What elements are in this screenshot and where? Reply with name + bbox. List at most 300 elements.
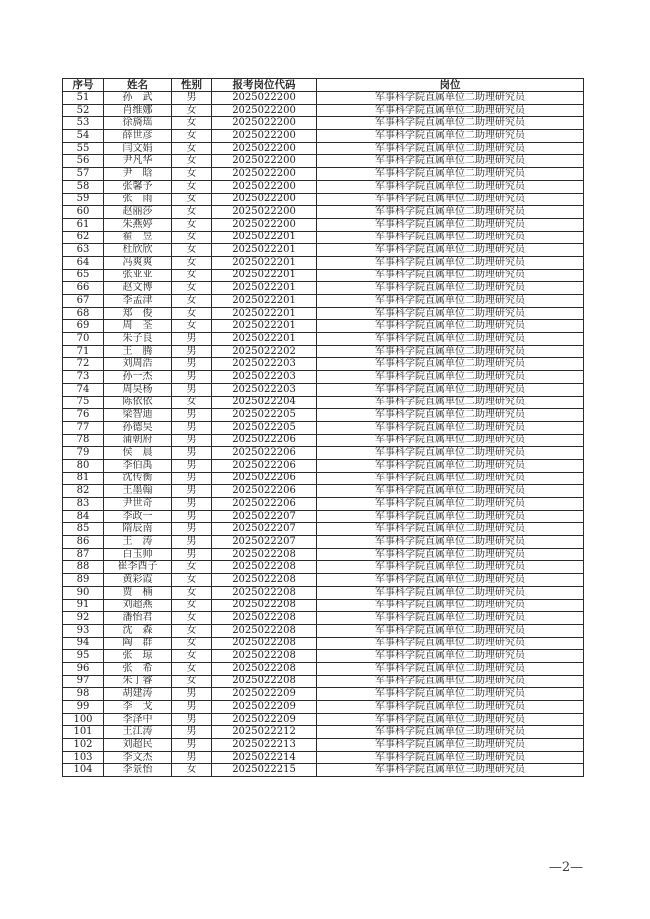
cell-code: 2025022201 bbox=[212, 244, 317, 257]
cell-gender: 男 bbox=[172, 751, 212, 764]
cell-name: 侯 晨 bbox=[104, 447, 172, 460]
cell-gender: 女 bbox=[172, 650, 212, 663]
table-row bbox=[63, 231, 584, 244]
cell-code: 2025022208 bbox=[212, 548, 317, 561]
cell-position: 军事科学院直属单位三助理研究员 bbox=[317, 739, 584, 752]
cell-no: 103 bbox=[63, 751, 104, 764]
cell-code: 2025022206 bbox=[212, 498, 317, 511]
cell-code: 2025022203 bbox=[212, 358, 317, 371]
cell-position: 军事科学院直属单位二助理研究员 bbox=[317, 358, 584, 371]
cell-no: 56 bbox=[63, 155, 104, 168]
cell-gender: 男 bbox=[172, 409, 212, 422]
cell-position: 军事科学院直属单位二助理研究员 bbox=[317, 295, 584, 308]
cell-name: 刘超民 bbox=[104, 739, 172, 752]
cell-name: 蒲朝府 bbox=[104, 434, 172, 447]
cell-no: 96 bbox=[63, 662, 104, 675]
cell-no: 61 bbox=[63, 218, 104, 231]
cell-gender: 男 bbox=[172, 523, 212, 536]
table-row bbox=[63, 688, 584, 701]
page-number: —2— bbox=[548, 860, 584, 875]
cell-gender: 男 bbox=[172, 459, 212, 472]
cell-no: 94 bbox=[63, 637, 104, 650]
cell-gender: 女 bbox=[172, 269, 212, 282]
cell-position: 军事科学院直属单位二助理研究员 bbox=[317, 485, 584, 498]
table-row bbox=[63, 218, 584, 231]
cell-no: 79 bbox=[63, 447, 104, 460]
cell-gender: 男 bbox=[172, 485, 212, 498]
cell-gender: 女 bbox=[172, 624, 212, 637]
cell-no: 92 bbox=[63, 612, 104, 625]
cell-code: 2025022200 bbox=[212, 206, 317, 219]
cell-no: 83 bbox=[63, 498, 104, 511]
cell-code: 2025022201 bbox=[212, 269, 317, 282]
cell-no: 59 bbox=[63, 193, 104, 206]
table-row bbox=[63, 675, 584, 688]
cell-gender: 女 bbox=[172, 231, 212, 244]
cell-no: 102 bbox=[63, 739, 104, 752]
cell-position: 军事科学院直属单位二助理研究员 bbox=[317, 713, 584, 726]
cell-position: 军事科学院直属单位二助理研究员 bbox=[317, 142, 584, 155]
cell-gender: 女 bbox=[172, 256, 212, 269]
cell-code: 2025022200 bbox=[212, 130, 317, 143]
cell-code: 2025022202 bbox=[212, 345, 317, 358]
cell-code: 2025022208 bbox=[212, 624, 317, 637]
table-row bbox=[63, 333, 584, 346]
cell-no: 97 bbox=[63, 675, 104, 688]
cell-code: 2025022200 bbox=[212, 180, 317, 193]
cell-position: 军事科学院直属单位二助理研究员 bbox=[317, 523, 584, 536]
cell-no: 65 bbox=[63, 269, 104, 282]
table-row bbox=[63, 282, 584, 295]
cell-no: 55 bbox=[63, 142, 104, 155]
cell-name: 赵丽莎 bbox=[104, 206, 172, 219]
cell-position: 军事科学院直属单位二助理研究员 bbox=[317, 345, 584, 358]
cell-position: 军事科学院直属单位二助理研究员 bbox=[317, 383, 584, 396]
cell-gender: 女 bbox=[172, 282, 212, 295]
cell-gender: 女 bbox=[172, 168, 212, 181]
cell-no: 101 bbox=[63, 726, 104, 739]
cell-no: 63 bbox=[63, 244, 104, 257]
cell-position: 军事科学院直属单位二助理研究员 bbox=[317, 624, 584, 637]
cell-name: 沈传衡 bbox=[104, 472, 172, 485]
cell-code: 2025022201 bbox=[212, 256, 317, 269]
cell-code: 2025022200 bbox=[212, 104, 317, 117]
cell-code: 2025022200 bbox=[212, 168, 317, 181]
table-row bbox=[63, 624, 584, 637]
table-row bbox=[63, 485, 584, 498]
table-row bbox=[63, 434, 584, 447]
cell-gender: 男 bbox=[172, 726, 212, 739]
table-row bbox=[63, 713, 584, 726]
cell-no: 87 bbox=[63, 548, 104, 561]
cell-gender: 女 bbox=[172, 561, 212, 574]
cell-position: 军事科学院直属单位二助理研究员 bbox=[317, 333, 584, 346]
cell-code: 2025022207 bbox=[212, 523, 317, 536]
cell-gender: 女 bbox=[172, 586, 212, 599]
table-row bbox=[63, 104, 584, 117]
cell-code: 2025022208 bbox=[212, 574, 317, 587]
cell-gender: 女 bbox=[172, 193, 212, 206]
cell-code: 2025022200 bbox=[212, 218, 317, 231]
cell-position: 军事科学院直属单位二助理研究员 bbox=[317, 130, 584, 143]
cell-gender: 女 bbox=[172, 599, 212, 612]
cell-code: 2025022204 bbox=[212, 396, 317, 409]
cell-name: 周昊杨 bbox=[104, 383, 172, 396]
table-row bbox=[63, 459, 584, 472]
column-header: 性别 bbox=[172, 79, 212, 92]
cell-name: 李政一 bbox=[104, 510, 172, 523]
cell-no: 93 bbox=[63, 624, 104, 637]
cell-no: 51 bbox=[63, 92, 104, 105]
table-row bbox=[63, 345, 584, 358]
cell-position: 军事科学院直属单位二助理研究员 bbox=[317, 510, 584, 523]
column-header: 报考岗位代码 bbox=[212, 79, 317, 92]
table-row bbox=[63, 256, 584, 269]
table-header-row bbox=[63, 79, 584, 92]
cell-position: 军事科学院直属单位二助理研究员 bbox=[317, 409, 584, 422]
cell-code: 2025022201 bbox=[212, 320, 317, 333]
cell-position: 军事科学院直属单位二助理研究员 bbox=[317, 244, 584, 257]
cell-code: 2025022213 bbox=[212, 739, 317, 752]
table-row bbox=[63, 574, 584, 587]
cell-name: 孙一杰 bbox=[104, 371, 172, 384]
cell-code: 2025022207 bbox=[212, 536, 317, 549]
cell-name: 胡建涛 bbox=[104, 688, 172, 701]
cell-name: 张 希 bbox=[104, 662, 172, 675]
cell-name: 孙 武 bbox=[104, 92, 172, 105]
cell-no: 67 bbox=[63, 295, 104, 308]
cell-gender: 女 bbox=[172, 396, 212, 409]
cell-name: 赵文博 bbox=[104, 282, 172, 295]
cell-code: 2025022212 bbox=[212, 726, 317, 739]
cell-code: 2025022200 bbox=[212, 117, 317, 130]
cell-position: 军事科学院直属单位二助理研究员 bbox=[317, 434, 584, 447]
table-row bbox=[63, 180, 584, 193]
cell-name: 尹凡华 bbox=[104, 155, 172, 168]
cell-name: 李孟津 bbox=[104, 295, 172, 308]
cell-no: 104 bbox=[63, 764, 104, 777]
cell-no: 53 bbox=[63, 117, 104, 130]
cell-name: 贾 楠 bbox=[104, 586, 172, 599]
cell-code: 2025022200 bbox=[212, 155, 317, 168]
cell-name: 冯爽爽 bbox=[104, 256, 172, 269]
cell-code: 2025022201 bbox=[212, 231, 317, 244]
table-row bbox=[63, 701, 584, 714]
cell-name: 尹 晗 bbox=[104, 168, 172, 181]
cell-gender: 男 bbox=[172, 345, 212, 358]
table-row bbox=[63, 383, 584, 396]
table-row bbox=[63, 307, 584, 320]
cell-position: 军事科学院直属单位二助理研究员 bbox=[317, 193, 584, 206]
cell-name: 周 荃 bbox=[104, 320, 172, 333]
cell-no: 82 bbox=[63, 485, 104, 498]
cell-name: 薛世彦 bbox=[104, 130, 172, 143]
cell-position: 军事科学院直属单位二助理研究员 bbox=[317, 256, 584, 269]
cell-position: 军事科学院直属单位二助理研究员 bbox=[317, 561, 584, 574]
cell-no: 58 bbox=[63, 180, 104, 193]
table-row bbox=[63, 510, 584, 523]
cell-code: 2025022209 bbox=[212, 688, 317, 701]
table-row bbox=[63, 751, 584, 764]
cell-no: 76 bbox=[63, 409, 104, 422]
cell-position: 军事科学院直属单位二助理研究员 bbox=[317, 599, 584, 612]
cell-code: 2025022200 bbox=[212, 142, 317, 155]
cell-code: 2025022205 bbox=[212, 421, 317, 434]
table-row bbox=[63, 586, 584, 599]
cell-no: 100 bbox=[63, 713, 104, 726]
table-row bbox=[63, 92, 584, 105]
cell-position: 军事科学院直属单位二助理研究员 bbox=[317, 307, 584, 320]
cell-gender: 女 bbox=[172, 764, 212, 777]
cell-gender: 男 bbox=[172, 421, 212, 434]
cell-position: 军事科学院直属单位二助理研究员 bbox=[317, 650, 584, 663]
cell-gender: 男 bbox=[172, 333, 212, 346]
cell-position: 军事科学院直属单位二助理研究员 bbox=[317, 180, 584, 193]
cell-position: 军事科学院直属单位二助理研究员 bbox=[317, 231, 584, 244]
cell-name: 朱丁睿 bbox=[104, 675, 172, 688]
applicant-table bbox=[62, 78, 584, 777]
column-header: 姓名 bbox=[104, 79, 172, 92]
cell-gender: 男 bbox=[172, 358, 212, 371]
cell-position: 军事科学院直属单位二助理研究员 bbox=[317, 688, 584, 701]
cell-position: 军事科学院直属单位二助理研究员 bbox=[317, 548, 584, 561]
cell-code: 2025022208 bbox=[212, 586, 317, 599]
table-row bbox=[63, 244, 584, 257]
cell-position: 军事科学院直属单位二助理研究员 bbox=[317, 586, 584, 599]
cell-gender: 女 bbox=[172, 155, 212, 168]
cell-code: 2025022201 bbox=[212, 295, 317, 308]
cell-position: 军事科学院直属单位二助理研究员 bbox=[317, 104, 584, 117]
cell-position: 军事科学院直属单位二助理研究员 bbox=[317, 447, 584, 460]
table-row bbox=[63, 662, 584, 675]
cell-name: 张 雨 bbox=[104, 193, 172, 206]
cell-code: 2025022214 bbox=[212, 751, 317, 764]
cell-code: 2025022203 bbox=[212, 383, 317, 396]
cell-code: 2025022208 bbox=[212, 675, 317, 688]
cell-position: 军事科学院直属单位二助理研究员 bbox=[317, 675, 584, 688]
cell-gender: 女 bbox=[172, 104, 212, 117]
cell-gender: 女 bbox=[172, 612, 212, 625]
cell-name: 孙德昊 bbox=[104, 421, 172, 434]
cell-position: 军事科学院直属单位二助理研究员 bbox=[317, 421, 584, 434]
cell-code: 2025022206 bbox=[212, 434, 317, 447]
cell-name: 王 腾 bbox=[104, 345, 172, 358]
table-row bbox=[63, 637, 584, 650]
cell-position: 军事科学院直属单位二助理研究员 bbox=[317, 574, 584, 587]
cell-name: 李伯禹 bbox=[104, 459, 172, 472]
cell-code: 2025022206 bbox=[212, 485, 317, 498]
table-row bbox=[63, 764, 584, 777]
cell-gender: 男 bbox=[172, 92, 212, 105]
cell-no: 99 bbox=[63, 701, 104, 714]
cell-position: 军事科学院直属单位二助理研究员 bbox=[317, 371, 584, 384]
cell-position: 军事科学院直属单位二助理研究员 bbox=[317, 117, 584, 130]
table-row bbox=[63, 498, 584, 511]
table-row bbox=[63, 142, 584, 155]
cell-code: 2025022201 bbox=[212, 307, 317, 320]
cell-gender: 男 bbox=[172, 472, 212, 485]
cell-name: 潘怡君 bbox=[104, 612, 172, 625]
table-row bbox=[63, 561, 584, 574]
cell-position: 军事科学院直属单位二助理研究员 bbox=[317, 536, 584, 549]
cell-gender: 女 bbox=[172, 675, 212, 688]
table-row bbox=[63, 295, 584, 308]
table-row bbox=[63, 599, 584, 612]
cell-code: 2025022208 bbox=[212, 599, 317, 612]
table-row bbox=[63, 371, 584, 384]
cell-gender: 女 bbox=[172, 307, 212, 320]
cell-position: 军事科学院直属单位三助理研究员 bbox=[317, 764, 584, 777]
cell-position: 军事科学院直属单位二助理研究员 bbox=[317, 459, 584, 472]
cell-gender: 女 bbox=[172, 142, 212, 155]
cell-name: 沈 森 bbox=[104, 624, 172, 637]
cell-code: 2025022203 bbox=[212, 371, 317, 384]
table-row bbox=[63, 536, 584, 549]
cell-no: 80 bbox=[63, 459, 104, 472]
table-row bbox=[63, 612, 584, 625]
cell-gender: 男 bbox=[172, 701, 212, 714]
cell-code: 2025022208 bbox=[212, 612, 317, 625]
cell-position: 军事科学院直属单位二助理研究员 bbox=[317, 206, 584, 219]
cell-no: 69 bbox=[63, 320, 104, 333]
cell-name: 尹世奇 bbox=[104, 498, 172, 511]
table-row bbox=[63, 320, 584, 333]
cell-no: 89 bbox=[63, 574, 104, 587]
cell-gender: 男 bbox=[172, 548, 212, 561]
cell-code: 2025022205 bbox=[212, 409, 317, 422]
cell-code: 2025022209 bbox=[212, 713, 317, 726]
cell-name: 陈依依 bbox=[104, 396, 172, 409]
cell-gender: 男 bbox=[172, 536, 212, 549]
cell-position: 军事科学院直属单位二助理研究员 bbox=[317, 92, 584, 105]
cell-no: 98 bbox=[63, 688, 104, 701]
cell-name: 李泽中 bbox=[104, 713, 172, 726]
cell-position: 军事科学院直属单位二助理研究员 bbox=[317, 282, 584, 295]
cell-name: 朱燕婷 bbox=[104, 218, 172, 231]
cell-gender: 女 bbox=[172, 130, 212, 143]
cell-name: 梁智迪 bbox=[104, 409, 172, 422]
cell-name: 白玉帅 bbox=[104, 548, 172, 561]
cell-no: 85 bbox=[63, 523, 104, 536]
cell-gender: 女 bbox=[172, 662, 212, 675]
cell-position: 军事科学院直属单位二助理研究员 bbox=[317, 269, 584, 282]
cell-position: 军事科学院直属单位三助理研究员 bbox=[317, 751, 584, 764]
cell-name: 张馨予 bbox=[104, 180, 172, 193]
cell-code: 2025022206 bbox=[212, 447, 317, 460]
cell-name: 王 涛 bbox=[104, 536, 172, 549]
table-row bbox=[63, 472, 584, 485]
cell-no: 74 bbox=[63, 383, 104, 396]
cell-gender: 男 bbox=[172, 447, 212, 460]
cell-gender: 男 bbox=[172, 498, 212, 511]
cell-no: 60 bbox=[63, 206, 104, 219]
cell-gender: 男 bbox=[172, 510, 212, 523]
column-header: 岗位 bbox=[317, 79, 584, 92]
table-row bbox=[63, 130, 584, 143]
cell-no: 71 bbox=[63, 345, 104, 358]
table-row bbox=[63, 155, 584, 168]
cell-no: 91 bbox=[63, 599, 104, 612]
cell-no: 73 bbox=[63, 371, 104, 384]
cell-no: 66 bbox=[63, 282, 104, 295]
cell-gender: 女 bbox=[172, 180, 212, 193]
cell-gender: 男 bbox=[172, 371, 212, 384]
cell-gender: 女 bbox=[172, 637, 212, 650]
cell-gender: 男 bbox=[172, 434, 212, 447]
cell-position: 军事科学院直属单位二助理研究员 bbox=[317, 662, 584, 675]
cell-code: 2025022201 bbox=[212, 333, 317, 346]
table-row bbox=[63, 548, 584, 561]
cell-gender: 男 bbox=[172, 383, 212, 396]
cell-name: 李景怡 bbox=[104, 764, 172, 777]
table-row bbox=[63, 193, 584, 206]
cell-name: 肖维娜 bbox=[104, 104, 172, 117]
cell-name: 黄彩霞 bbox=[104, 574, 172, 587]
table-row bbox=[63, 726, 584, 739]
cell-no: 68 bbox=[63, 307, 104, 320]
cell-name: 隋辰南 bbox=[104, 523, 172, 536]
cell-position: 军事科学院直属单位二助理研究员 bbox=[317, 498, 584, 511]
cell-name: 王江涛 bbox=[104, 726, 172, 739]
cell-code: 2025022215 bbox=[212, 764, 317, 777]
cell-gender: 女 bbox=[172, 117, 212, 130]
cell-code: 2025022207 bbox=[212, 510, 317, 523]
cell-name: 徐旖瑶 bbox=[104, 117, 172, 130]
table-row bbox=[63, 409, 584, 422]
cell-position: 军事科学院直属单位三助理研究员 bbox=[317, 726, 584, 739]
cell-position: 军事科学院直属单位二助理研究员 bbox=[317, 396, 584, 409]
cell-no: 90 bbox=[63, 586, 104, 599]
cell-name: 刘周浩 bbox=[104, 358, 172, 371]
cell-gender: 女 bbox=[172, 206, 212, 219]
cell-code: 2025022208 bbox=[212, 561, 317, 574]
cell-position: 军事科学院直属单位二助理研究员 bbox=[317, 155, 584, 168]
cell-gender: 女 bbox=[172, 244, 212, 257]
cell-no: 81 bbox=[63, 472, 104, 485]
cell-no: 57 bbox=[63, 168, 104, 181]
table-row bbox=[63, 650, 584, 663]
cell-name: 张亚亚 bbox=[104, 269, 172, 282]
cell-no: 84 bbox=[63, 510, 104, 523]
cell-code: 2025022201 bbox=[212, 282, 317, 295]
cell-no: 88 bbox=[63, 561, 104, 574]
cell-name: 崔李酉子 bbox=[104, 561, 172, 574]
cell-name: 李文杰 bbox=[104, 751, 172, 764]
cell-gender: 女 bbox=[172, 295, 212, 308]
table-row bbox=[63, 117, 584, 130]
table-row bbox=[63, 421, 584, 434]
table-row bbox=[63, 447, 584, 460]
table-row bbox=[63, 739, 584, 752]
cell-position: 军事科学院直属单位二助理研究员 bbox=[317, 637, 584, 650]
cell-no: 54 bbox=[63, 130, 104, 143]
cell-position: 军事科学院直属单位二助理研究员 bbox=[317, 472, 584, 485]
table-row bbox=[63, 523, 584, 536]
cell-gender: 女 bbox=[172, 218, 212, 231]
cell-no: 86 bbox=[63, 536, 104, 549]
cell-name: 王墨翰 bbox=[104, 485, 172, 498]
table-row bbox=[63, 168, 584, 181]
cell-name: 刘超燕 bbox=[104, 599, 172, 612]
cell-position: 军事科学院直属单位二助理研究员 bbox=[317, 701, 584, 714]
cell-gender: 男 bbox=[172, 688, 212, 701]
cell-no: 75 bbox=[63, 396, 104, 409]
cell-code: 2025022208 bbox=[212, 650, 317, 663]
table-row bbox=[63, 396, 584, 409]
cell-position: 军事科学院直属单位二助理研究员 bbox=[317, 320, 584, 333]
cell-name: 朱子良 bbox=[104, 333, 172, 346]
cell-code: 2025022200 bbox=[212, 193, 317, 206]
